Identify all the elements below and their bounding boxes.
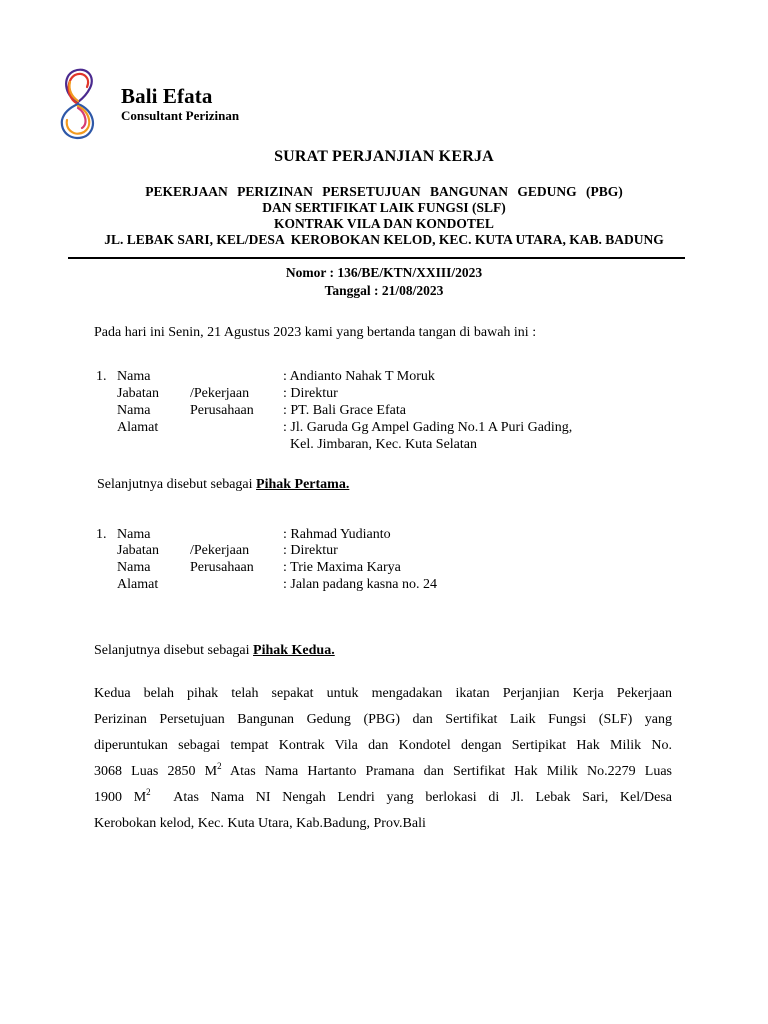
agreement-line-4-a: 3068 Luas 2850 M: [94, 764, 218, 779]
agreement-line-2: Perizinan Persetujuan Bangunan Gedung (PBG) dan Sertifikat Laik Fungsi (SLF) yang: [94, 712, 672, 727]
party-1-jabatan-label: Jabatan: [117, 386, 159, 401]
party-1-note-prefix: Selanjutnya disebut sebagai: [97, 477, 257, 492]
intro-text: Pada hari ini Senin, 21 Agustus 2023 kami yang bertanda tangan di bawah ini :: [94, 325, 537, 340]
party-2-note-prefix: Selanjutnya disebut sebagai: [94, 643, 254, 658]
party-2-jabatan-label-b: /Pekerjaan: [190, 543, 250, 558]
party-1-jabatan-label-b: /Pekerjaan: [190, 386, 250, 401]
document-date: Tanggal : 21/08/2023: [324, 283, 444, 298]
header-divider: [68, 257, 685, 259]
brand-name: Bali Efata: [121, 84, 213, 108]
party-2-role: Pihak Kedua.: [253, 643, 335, 658]
party-2-nama-value: : Rahmad Yudianto: [283, 527, 391, 542]
agreement-line-5-b: Atas Nama NI Nengah Lendri yang berlokasi di Jl. Lebak Sari, Kel/Desa: [150, 790, 673, 805]
party-2-alamat-value-1: : Jalan padang kasna no. 24: [283, 577, 437, 592]
party-1-alamat-value-2: Kel. Jimbaran, Kec. Kuta Selatan: [290, 437, 477, 452]
party-1-perusahaan-label: Nama: [117, 403, 151, 418]
subtitle-line-3: KONTRAK VILA DAN KONDOTEL: [274, 216, 494, 231]
party-2-perusahaan-value: : Trie Maxima Karya: [283, 560, 401, 575]
party-1-jabatan-value: : Direktur: [283, 386, 338, 401]
party-1-number: 1.: [96, 369, 107, 384]
agreement-line-4-b: Atas Nama Hartanto Pramana dan Sertifikat Hak Milik No.2279 Luas: [221, 764, 672, 779]
brand-subtitle: Consultant Perizinan: [121, 108, 240, 123]
agreement-paragraph: [94, 681, 672, 837]
party-2-perusahaan-label: Nama: [117, 560, 151, 575]
party-1-perusahaan-value: : PT. Bali Grace Efata: [283, 403, 406, 418]
agreement-line-5-a: 1900 M: [94, 790, 147, 805]
agreement-line-6: Kerobokan kelod, Kec. Kuta Utara, Kab.Badung, Prov.Bali: [94, 816, 426, 831]
party-2-perusahaan-label-b: Perusahaan: [190, 560, 254, 575]
party-2-alamat-label: Alamat: [117, 577, 159, 592]
document-title: SURAT PERJANJIAN KERJA: [274, 148, 494, 165]
party-1-alamat-label: Alamat: [117, 420, 159, 435]
subtitle-line-4: JL. LEBAK SARI, KEL/DESA KEROBOKAN KELOD, KEC. KUTA UTARA, KAB. BADUNG: [104, 232, 664, 247]
party-2-number: 1.: [96, 527, 107, 542]
document-number: Nomor : 136/BE/KTN/XXIII/2023: [285, 265, 483, 280]
subtitle-line-2: DAN SERTIFIKAT LAIK FUNGSI (SLF): [262, 200, 506, 215]
agreement-line-3: diperuntukan sebagai tempat Kontrak Vila dan Kondotel dengan Sertipikat Hak Milik No.: [94, 738, 672, 753]
bali-efata-logo: [56, 66, 100, 142]
party-1-nama-label: Nama: [117, 369, 151, 384]
party-2-jabatan-label: Jabatan: [117, 543, 159, 558]
party-1-alamat-value-1: : Jl. Garuda Gg Ampel Gading No.1 A Puri Gading,: [283, 420, 573, 435]
party-1-role: Pihak Pertama.: [256, 477, 350, 492]
party-1-perusahaan-label-b: Perusahaan: [190, 403, 254, 418]
superscript-2-b: 2: [146, 787, 151, 797]
agreement-line-1: Kedua belah pihak telah sepakat untuk mengadakan ikatan Perjanjian Kerja Pekerjaan: [94, 686, 672, 701]
party-2-note: [94, 643, 335, 659]
superscript-2-a: 2: [217, 761, 222, 771]
party-1-nama-value: : Andianto Nahak T Moruk: [283, 369, 435, 384]
subtitle-line-1: PEKERJAAN PERIZINAN PERSETUJUAN BANGUNAN GEDUNG (PBG): [145, 184, 623, 199]
party-2-jabatan-value: : Direktur: [283, 543, 338, 558]
party-1-note: [97, 477, 349, 493]
agreement-line-4: [94, 759, 672, 785]
party-2-nama-label: Nama: [117, 527, 151, 542]
agreement-line-5: [94, 785, 672, 811]
